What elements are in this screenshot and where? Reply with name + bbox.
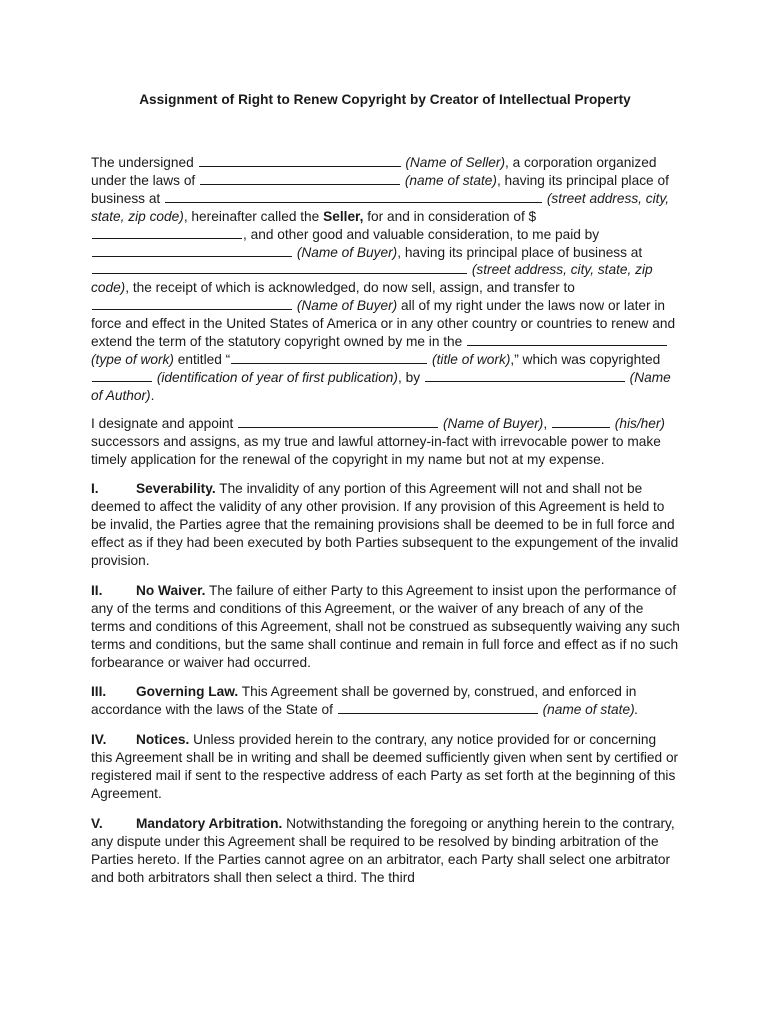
blank-field-state[interactable] [200,172,400,185]
section-heading: Governing Law. [136,684,239,700]
placeholder-title-of-work: (title of work) [432,351,511,367]
blank-field-buyer[interactable] [92,244,292,257]
text-run: for and in consideration of $ [367,208,537,224]
section-mandatory-arbitration [91,815,681,887]
section-text: Notwithstanding the foregoing or anything herein to the contrary, any dispute under this Agreement shall be required to be resolved by binding arbitration of the Parties hereto. If the Parties cannot agree on an arbitrator, each Party shall select one arbitrator and both arbitrators shall then select a third. The third [91,815,675,885]
placeholder-name-of-buyer: (Name of Buyer) [296,244,398,260]
text-run: . [150,387,155,403]
section-text: This Agreement shall be governed by, construed, and enforced in accordance with the laws of the State of [91,684,637,718]
placeholder-street-address-2: (street address, city, state, zip code) [91,262,653,296]
text-run: all of my right under the laws now or later in force and effect in the United States of America or in any other country or countries to renew and extend the term of the statutory copyright owned by me in the [91,298,676,350]
text-run: entitled “ [177,351,231,367]
section-severability [91,480,681,570]
section-number: I. [91,481,99,497]
text-run: , hereinafter called the [183,208,320,224]
text-run: , the receipt of which is acknowledged, do now sell, assign, and transfer to [125,280,575,296]
section-text: Unless provided herein to the contrary, any notice provided for or concerning this Agreement shall be in writing and shall be deemed sufficiently given when sent by certified or registered mail if sent to the respective address of each Party as set forth at the beginning of this Agreement. [91,732,679,801]
text-run: I designate and appoint [91,415,234,431]
blank-field-his-her[interactable] [552,415,610,428]
text-run: , having its principal place of business at [397,244,643,260]
placeholder-name-of-seller: (Name of Seller) [405,155,506,170]
blank-field-type-of-work[interactable] [467,333,667,346]
section-no-waiver [91,582,681,672]
section-number: IV. [91,732,107,748]
section-text: The invalidity of any portion of this Agreement will not and shall not be deemed to affect the validity of any other provision. If any provision of this Agreement is held to be invalid, the Parties agree that the remaining provisions shall be deemed to be in full force and effect as if they had been executed by both Parties subsequent to the expungement of the invalid provision. [91,481,679,569]
placeholder-name-of-author: (Name of Author) [91,369,671,403]
section-number: V. [91,815,103,831]
section-governing-law [91,683,681,719]
blank-field-title-of-work[interactable] [231,351,427,364]
blank-field-year[interactable] [92,369,152,382]
placeholder-street-address: (street address, city, state, zip code) [91,190,670,224]
section-heading: Notices. [136,732,190,748]
section-text: The failure of either Party to this Agreement to insist upon the performance of any of the terms and conditions of this Agreement, or the waiver of any breach of any of the terms and conditions of this Agreement, shall not be construed as subsequently waiving any such terms and conditions, but the same shall continue and remain in full force and effect as if no such forbearance or waiver had occurred. [91,582,680,670]
section-heading: Severability. [136,481,216,497]
section-heading: Mandatory Arbitration. [136,815,283,831]
blank-field-attorney[interactable] [238,415,438,428]
placeholder-his-her: (his/her) [614,415,665,431]
placeholder-identification: (identification of year of first publication) [156,369,398,385]
placeholder-name-of-state-2: (name of state). [542,702,639,718]
text-run: , by [397,369,421,385]
document-title: Assignment of Right to Renew Copyright by Creator of Intellectual Property [139,92,631,107]
blank-field-author[interactable] [425,369,625,382]
section-number: III. [91,684,107,700]
assignment-paragraph [91,154,681,405]
blank-field-transferee[interactable] [92,297,292,310]
text-run: , having its principal place of business at [91,172,669,206]
blank-field-seller[interactable] [199,154,401,167]
text-run: The undersigned [91,155,194,170]
text-run: , a corporation organized under the laws of [91,155,657,188]
text-run: , [543,415,548,431]
placeholder-name-of-state: (name of state) [404,172,497,188]
text-run: , and other good and valuable consideration, to me paid by [243,226,600,242]
seller-term: Seller, [323,208,364,224]
text-run: successors and assigns, as my true and lawful attorney-in-fact with irrevocable power to make timely application for the renewal of the copyright in my name but not at my expense. [91,433,661,467]
section-notices [91,731,681,803]
text-run: ,” which was copyrighted [510,351,661,367]
blank-field-governing-state[interactable] [338,701,538,714]
placeholder-name-of-buyer-2: (Name of Buyer) [296,298,398,314]
section-number: II. [91,582,103,598]
placeholder-type-of-work: (type of work) [91,351,174,367]
blank-field-address[interactable] [165,190,542,203]
blank-field-consideration[interactable] [92,226,242,239]
section-heading: No Waiver. [136,582,206,598]
placeholder-name-of-buyer-3: (Name of Buyer) [442,415,544,431]
blank-field-buyer-address[interactable] [92,261,467,274]
appointment-paragraph [91,415,681,469]
document-body [91,154,681,887]
